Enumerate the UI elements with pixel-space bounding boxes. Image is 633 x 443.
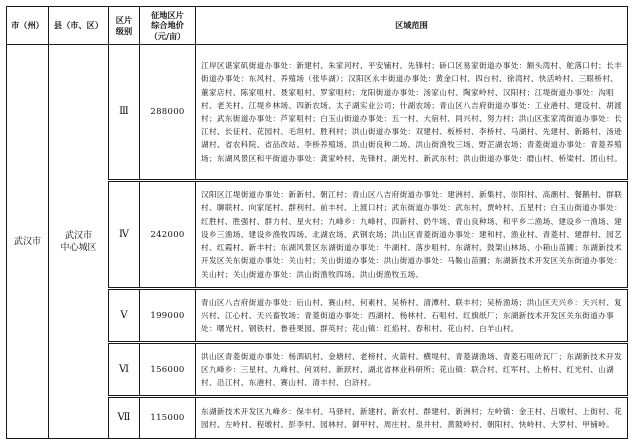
grade-cell: Ⅲ — [109, 45, 140, 181]
area-text: 东湖新技术开发区九峰乡：保丰村、马驿村、新建村、新农村、群建村、新洲村；左岭镇：金王村、吕墩村、上街村、花园村、左岭村、程墩村、彭李村、园林村、御甲村、周庄村、泉井村、黄陂岭村、朝阳村、快岭村、大罗村、甲铺岭。 — [201, 406, 623, 429]
header-grade — [109, 7, 140, 45]
grade-cell: Ⅵ — [109, 343, 140, 397]
grade-cell: Ⅴ — [109, 289, 140, 343]
header-price-line3: （元/亩） — [149, 30, 186, 41]
header-city: 市（州） — [7, 7, 49, 45]
price-cell: 199000 — [140, 289, 196, 343]
header-price — [140, 7, 196, 45]
grade-cell: Ⅶ — [109, 397, 140, 439]
land-price-table — [6, 6, 628, 439]
header-grade-line1: 区片 — [115, 15, 133, 25]
area-cell — [196, 289, 628, 343]
header-grade-line2: 级别 — [115, 25, 133, 36]
table-row — [7, 45, 628, 181]
area-text: 洪山区青菱街道办事处：杨泗矶村、金塘村、老榜村、火箭村、横堤村、青菱湖渔场、青菱石咀砖瓦厂；东湖新技术开发区九峰乡：三星村、九峰村、何刘村、新跃村、湖北省林业科研所；花山镇：联合村、红军村、上桥村、红光村、山湖村、沿江村、东港村、赛山村、清丰村、白浒村。 — [201, 351, 623, 388]
area-text: 青山区八吉府街道办事处：后山村、赛山村、何素村、吴桥村、清潭村、联丰村；吴桥渔场；洪山区天兴乡：天兴村、复兴村、江心村、天兴畜牧场；青菱街道办事处：西湖村、杨林村、石咀村、红旗纸厂；东湖新技术开发区关东街道办事处：曙光村、钢铁村、鲁巷果园、群英村；花山镇：红焰村、春和村、花山村、白羊山村。 — [201, 297, 623, 334]
area-cell — [196, 181, 628, 289]
header-price-line2: 综合地价 — [151, 20, 184, 31]
area-cell — [196, 397, 628, 439]
county-line2: 中心城区 — [60, 242, 97, 253]
table-header-row — [7, 7, 628, 45]
price-cell: 242000 — [140, 181, 196, 289]
header-county: 县（市、区） — [49, 7, 109, 45]
area-text: 汉阳区江堤街道办事处：新新村、朝江村；青山区八吉府街道办事处：建洲村、新集村、崇阳村、高潮村、餐鹅村、群联村、聊联村、向家尾村、群利村、前丰村、上渡口村；武东街道办事处：武东村、贾岭村、五星村；白玉山街道办事处：红胜村、胜强村、群力村、星火村；九峰乡：九峰村、四新村、奶牛场、青山良种场、和平乡二渔场、建设乡一渔场、建设乡三渔场、建设乡渔牧四场、北湖农场、武钢农场；洪山区青菱街道办事处：建和村、渔业村、青菱村、建群村、园艺村、红霞村、新丰村；东湖风景区东湖街道办事处：牛湖村、落步咀村、东湖村、鼓架山林场、小箱山苗圃；东湖新技术开发区关东街道办事处：关山村；关山街道办事处：洪山街道办事处：马鞍山苗圃；东湖新技术开发区关东街道办事处：关山村；关山街道办事处：洪山街渔牧四场、洪山街渔牧五场。 — [201, 190, 623, 279]
header-range: 区域范围 — [196, 7, 628, 45]
price-cell: 288000 — [140, 45, 196, 181]
county-cell — [49, 45, 109, 439]
county-line1: 武汉市 — [64, 230, 92, 241]
header-price-line1: 征地区片 — [151, 9, 184, 20]
area-text: 江岸区谌家矶街道办事处：新建村、朱家河村、平安铺村、先锋村；硚口区易家街道办事处：额头湾村、舵落口村；长丰街道办事处：东风村、养殖场（张毕湖）；汉阳区永丰街道办事处：黄金口村、四台村、徐湾村、快活岭村、三眼桥村、董家店村、陈家咀村、聂家咀村、罗家咀村；龙阳街道办事处：汤家山村、陶家岭村、汉阳村；江堤街道办事处：沟咀村、老关村、江堤乡林场、四新农场、太子湖实业公司；什湖农场；青山区八吉府街道办事处：工业港村、建设村、胡渡村；武东街道办事处：芦家咀村；白玉山街道办事处：五一村、大宿村、同兴村、努力村；洪山区张家湾街道办事处：长江村、长征村、花园村、毛坦村、胜利村；洪山街道办事处：双建村、板桥村、李桥村、马湖村、先建村、新路村、汤逊湖村、省农科院、省品改站、李桥养殖场、洪山街良种二场、洪山街渔牧三场、野芷湖农场；青菱街道办事处：青菱养殖场；东湖风景区和平街道办事处：龚家岭村、先锋村、湖光村、新武东村；洪山街道办事处：磨山村、桥梁村、团山村。 — [201, 61, 623, 163]
grade-cell: Ⅳ — [109, 181, 140, 289]
price-cell: 115000 — [140, 397, 196, 439]
city-cell: 武汉市 — [7, 45, 49, 439]
land-price-table-container — [6, 6, 627, 438]
area-cell — [196, 45, 628, 181]
price-cell: 156000 — [140, 343, 196, 397]
area-cell — [196, 343, 628, 397]
